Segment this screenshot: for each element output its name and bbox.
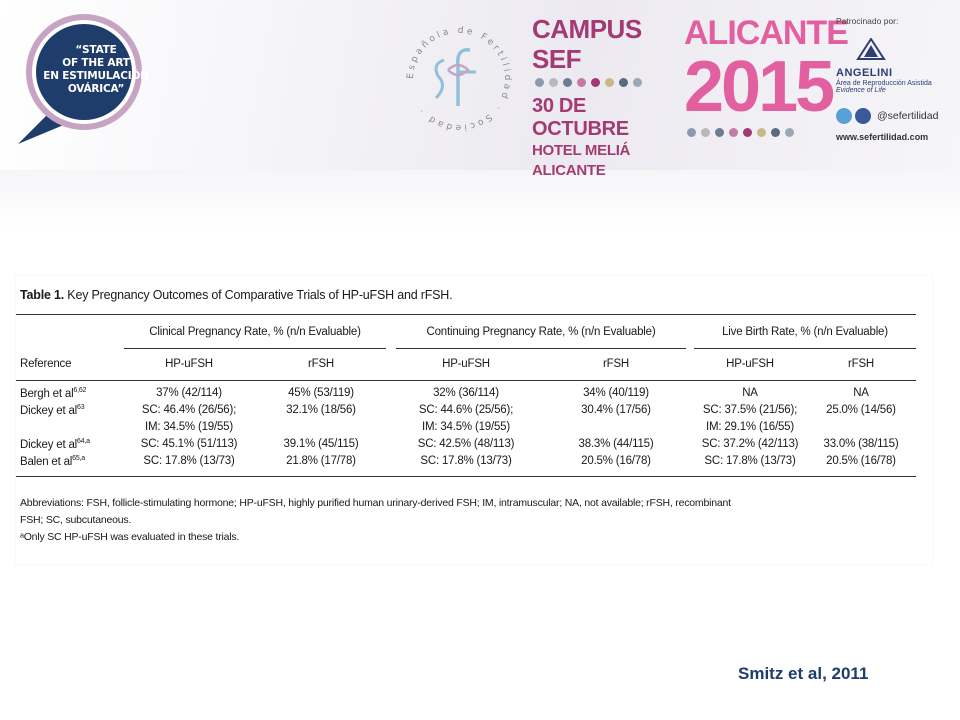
- sponsor-subtitle: Área de Reproducción Asistida: [836, 80, 932, 87]
- table-cell: NA: [853, 387, 869, 399]
- decor-dot: [771, 128, 780, 137]
- table-cell: 25.0% (14/56): [826, 404, 896, 416]
- badge-line: EN ESTIMULACIÓN: [43, 70, 149, 82]
- sub-header: rFSH: [847, 358, 875, 370]
- table-cell: 45% (53/119): [288, 387, 354, 399]
- svg-text:Española de Fertilidad · Socie: Española de Fertilidad · Sociedad ·: [405, 25, 513, 133]
- table-cell: 34% (40/119): [583, 387, 649, 399]
- state-of-the-art-badge: [14, 12, 149, 146]
- group-header: Continuing Pregnancy Rate, % (n/n Evaluable): [426, 326, 656, 338]
- footnote-abbreviations: Abbreviations: FSH, follicle-stimulating hormone; HP-uFSH, highly purified human urinary-derived FSH; IM, intramuscular; NA, not available; rFSH, recombinant: [20, 497, 731, 509]
- decor-dot: [687, 128, 696, 137]
- sub-header: HP-uFSH: [726, 358, 774, 370]
- table-cell: 32.1% (18/56): [286, 404, 356, 416]
- table-cell: SC: 45.1% (51/113): [140, 438, 238, 450]
- decor-dot: [701, 128, 710, 137]
- decor-dot: [619, 78, 628, 87]
- group-header: Clinical Pregnancy Rate, % (n/n Evaluable): [149, 326, 361, 338]
- table-cell: IM: 29.1% (16/55): [705, 421, 794, 433]
- sponsor-name: ANGELINI: [836, 67, 893, 79]
- sub-header: HP-uFSH: [442, 358, 490, 370]
- decor-dot: [577, 78, 586, 87]
- table-cell: 33.0% (38/115): [823, 438, 899, 450]
- table-cell: 37% (42/114): [156, 387, 222, 399]
- outcomes-table: [16, 276, 932, 564]
- sub-header: rFSH: [307, 358, 335, 370]
- sponsor-tagline: Evidence of Life: [836, 87, 886, 94]
- table-cell: 39.1% (45/115): [283, 438, 359, 450]
- table-rule: [16, 314, 916, 315]
- table-cell: SC: 44.6% (25/56);: [418, 404, 514, 416]
- table-cell: NA: [742, 387, 758, 399]
- table-cell: SC: 17.8% (13/73): [143, 455, 235, 467]
- table-cell: 20.5% (16/78): [826, 455, 896, 467]
- row-reference: Dickey et $al^{63}$: [20, 404, 85, 417]
- event-year: 2015: [684, 47, 833, 127]
- table-cell: SC: 17.8% (13/73): [420, 455, 512, 467]
- caption-label: Table 1.: [20, 288, 65, 302]
- table-rule: [124, 348, 386, 349]
- dot-row: [535, 78, 672, 87]
- city-block: [684, 14, 848, 145]
- table-cell: 21.8% (17/78): [286, 455, 356, 467]
- footnote-a: ᵃOnly SC HP-uFSH was evaluated in these trials.: [20, 531, 240, 543]
- twitter-icon[interactable]: [836, 108, 852, 124]
- facebook-icon[interactable]: [855, 108, 871, 124]
- table-cell: 20.5% (16/78): [581, 455, 651, 467]
- sponsor-block: [836, 16, 956, 142]
- table-cell: SC: 37.5% (21/56);: [702, 404, 798, 416]
- table-cell: 38.3% (44/115): [578, 438, 654, 450]
- citation: Smitz et al, 2011: [738, 664, 869, 683]
- decor-dot: [785, 128, 794, 137]
- badge-line: “STATE: [75, 44, 117, 56]
- campus-date: 30 DE OCTUBRE: [532, 95, 629, 140]
- city-name: ALICANTE: [684, 14, 848, 52]
- table-caption: [20, 288, 452, 302]
- decor-dot: [549, 78, 558, 87]
- decor-dot: [535, 78, 544, 87]
- row-reference: Bergh et al$^{6,62}$: [20, 387, 87, 400]
- decor-dot: [563, 78, 572, 87]
- decor-dot: [633, 78, 642, 87]
- sponsor-label: Patrocinado por:: [836, 16, 899, 26]
- angelini-logo-icon: [856, 38, 886, 60]
- sef-society-logo: [400, 20, 518, 138]
- table-cell: SC: 46.4% (26/56);: [141, 404, 237, 416]
- table-rule: [694, 348, 916, 349]
- footnote-abbreviations-cont: FSH; SC, subcutaneous.: [20, 514, 132, 526]
- badge-line: OF THE ART: [62, 57, 130, 69]
- reference-header: Reference: [20, 358, 72, 370]
- decor-dot: [743, 128, 752, 137]
- table-cell: SC: 37.2% (42/113): [701, 438, 799, 450]
- campus-block: [532, 14, 672, 181]
- table-rule: [16, 380, 916, 381]
- decor-dot: [591, 78, 600, 87]
- table-cell: 30.4% (17/56): [581, 404, 651, 416]
- social-row: [836, 108, 956, 124]
- decor-dot: [605, 78, 614, 87]
- table-cell: SC: 42.5% (48/113): [417, 438, 515, 450]
- badge-line: OVÁRICA”: [67, 83, 125, 95]
- campus-title: CAMPUS SEF: [532, 14, 642, 74]
- table-cell: IM: 34.5% (19/55): [421, 421, 510, 433]
- badge-text: [41, 44, 151, 96]
- decor-dot: [729, 128, 738, 137]
- caption-text: Key Pregnancy Outcomes of Comparative Trials of HP-uFSH and rFSH.: [64, 288, 453, 302]
- table-cell: IM: 34.5% (19/55): [144, 421, 233, 433]
- sub-header: HP-uFSH: [165, 358, 213, 370]
- sub-header: rFSH: [602, 358, 630, 370]
- row-reference: Dickey et al$^{64,a}$: [20, 438, 90, 451]
- header-fade: [0, 170, 960, 230]
- row-reference: Balen et al$^{65,a}$: [20, 455, 85, 468]
- table-cell: SC: 17.8% (13/73): [704, 455, 796, 467]
- campus-venue: HOTEL MELIÁ ALICANTE: [532, 142, 631, 179]
- table-rule: [16, 476, 916, 477]
- group-header: Live Birth Rate, % (n/n Evaluable): [722, 326, 888, 338]
- decor-dot: [757, 128, 766, 137]
- table-rule: [396, 348, 686, 349]
- decor-dot: [715, 128, 724, 137]
- sef-logo-icon: [400, 20, 518, 138]
- website-link[interactable]: www.sefertilidad.com: [836, 132, 929, 142]
- table-cell: 32% (36/114): [433, 387, 499, 399]
- dot-row: [687, 128, 814, 137]
- twitter-handle[interactable]: @sefertilidad: [877, 110, 939, 122]
